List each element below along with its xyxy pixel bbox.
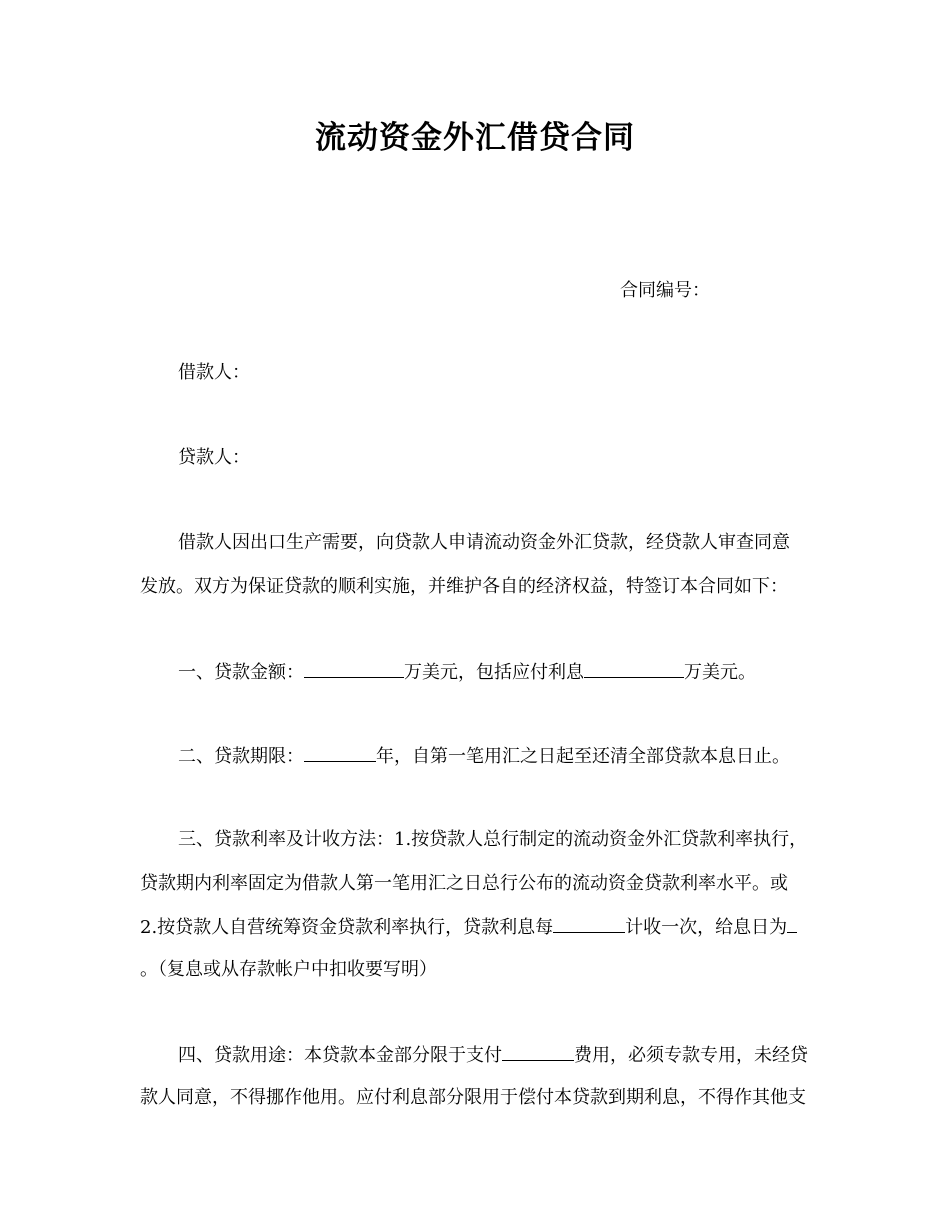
interest-period-blank <box>553 916 625 933</box>
clause-3-line-2: 贷款期内利率固定为借款人第一笔用汇之日总行公布的流动资金贷款利率水平。或 <box>140 873 788 894</box>
document-title: 流动资金外汇借贷合同 <box>315 120 635 156</box>
clause-3-line-1: 三、贷款利率及计收方法：1.按贷款人总行制定的流动资金外汇贷款利率执行， <box>178 829 808 850</box>
clause-3-line-3 <box>140 916 812 939</box>
contract-number-label: 合同编号： <box>620 280 710 301</box>
clause-3-line-4: 。（复息或从存款帐户中扣收要写明） <box>140 959 437 980</box>
intro-line-1: 借款人因出口生产需要，向贷款人申请流动资金外汇贷款，经贷款人审查同意 <box>178 532 790 553</box>
borrower-label: 借款人： <box>178 362 250 383</box>
intro-line-2: 发放。双方为保证贷款的顺利实施，并维护各自的经济权益，特签订本合同如下： <box>140 576 788 597</box>
clause-1-mid: 万美元，包括应付利息 <box>404 662 584 683</box>
purpose-blank <box>502 1044 574 1061</box>
clause-4-line-1 <box>178 1044 812 1067</box>
interest-date-blank <box>787 916 797 933</box>
clause-1-amount <box>178 661 812 684</box>
clause-2-prefix: 二、贷款期限： <box>178 746 304 767</box>
loan-term-blank <box>304 745 376 762</box>
clause-4-line-2: 款人同意，不得挪作他用。应付利息部分限用于偿付本贷款到期利息，不得作其他支 <box>140 1087 806 1108</box>
clause-4-line-1-prefix: 四、贷款用途：本贷款本金部分限于支付 <box>178 1045 502 1066</box>
clause-4-line-1-suffix: 费用，必须专款专用，未经贷 <box>574 1045 808 1066</box>
interest-amount-blank <box>584 661 684 678</box>
clause-3-line-3-prefix: 2.按贷款人自营统筹资金贷款利率执行，贷款利息每 <box>140 917 554 938</box>
lender-label: 贷款人： <box>178 447 250 468</box>
clause-3-line-3-suffix: 计收一次，给息日为 <box>625 917 788 938</box>
clause-2-suffix: 年，自第一笔用汇之日起至还清全部贷款本息日止。 <box>376 746 790 767</box>
clause-2-term <box>178 745 812 768</box>
loan-amount-blank <box>304 661 404 678</box>
clause-1-prefix: 一、贷款金额： <box>178 662 304 683</box>
clause-1-suffix: 万美元。 <box>684 662 756 683</box>
